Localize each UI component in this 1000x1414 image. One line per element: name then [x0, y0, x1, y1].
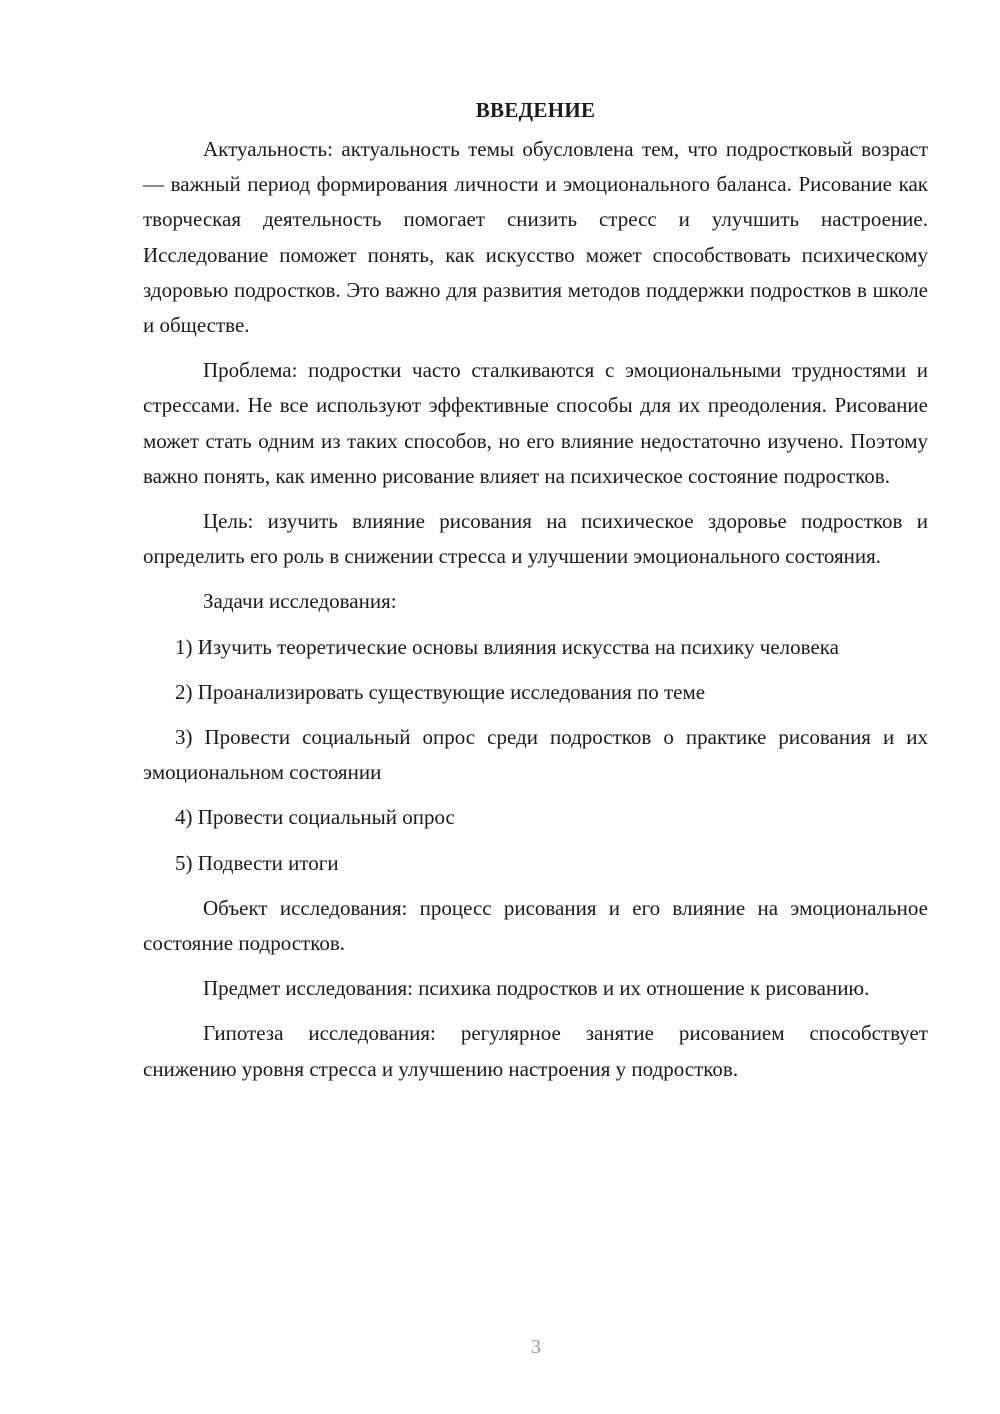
- section-title: ВВЕДЕНИЕ: [475, 98, 596, 122]
- task-item-2: 2) Проанализировать существующие исследования по теме: [175, 679, 706, 704]
- problem-paragraph: Проблема: подростки часто сталкиваются с эмоциональными трудностями и стрессами. Не все используют эффективные способы для их преодоления. Рисование может стать одним из таких способов, но его влияние недостаточно изучено. Поэтому важно понять, как именно рисование влияет на психическое состояние подростков.: [143, 358, 928, 488]
- task-item-4: 4) Провести социальный опрос: [175, 805, 455, 830]
- relevance-paragraph: Актуальность: актуальность темы обусловлена тем, что подростковый возраст — важный период формирования личности и эмоционального баланса. Рисование как творческая деятельность помогает снизить стресс и улучшить настроение. Исследование поможет понять, как искусство может способствовать психическому здоровью подростков. Это важно для развития методов поддержки подростков в школе и обществе.: [143, 137, 928, 338]
- goal-paragraph: Цель: изучить влияние рисования на психическое здоровье подростков и определить его роль в снижении стресса и улучшении эмоционального состояния.: [143, 509, 928, 569]
- hypothesis-paragraph: Гипотеза исследования: регулярное занятие рисованием способствует снижению уровня стресса и улучшению настроения у подростков.: [143, 1021, 928, 1081]
- page-number: 3: [531, 1336, 541, 1358]
- object-paragraph: Объект исследования: процесс рисования и его влияние на эмоциональное состояние подростков.: [143, 895, 928, 956]
- subject-paragraph: Предмет исследования: психика подростков и их отношение к рисованию.: [203, 976, 870, 1001]
- task-item-3: 3) Провести социальный опрос среди подростков о практике рисования и их эмоциональном состоянии: [143, 725, 928, 785]
- tasks-heading: Задачи исследования:: [203, 589, 397, 614]
- task-item-1: 1) Изучить теоретические основы влияния искусства на психику человека: [175, 634, 839, 659]
- task-item-5: 5) Подвести итоги: [175, 850, 339, 875]
- document-body: [143, 93, 928, 1097]
